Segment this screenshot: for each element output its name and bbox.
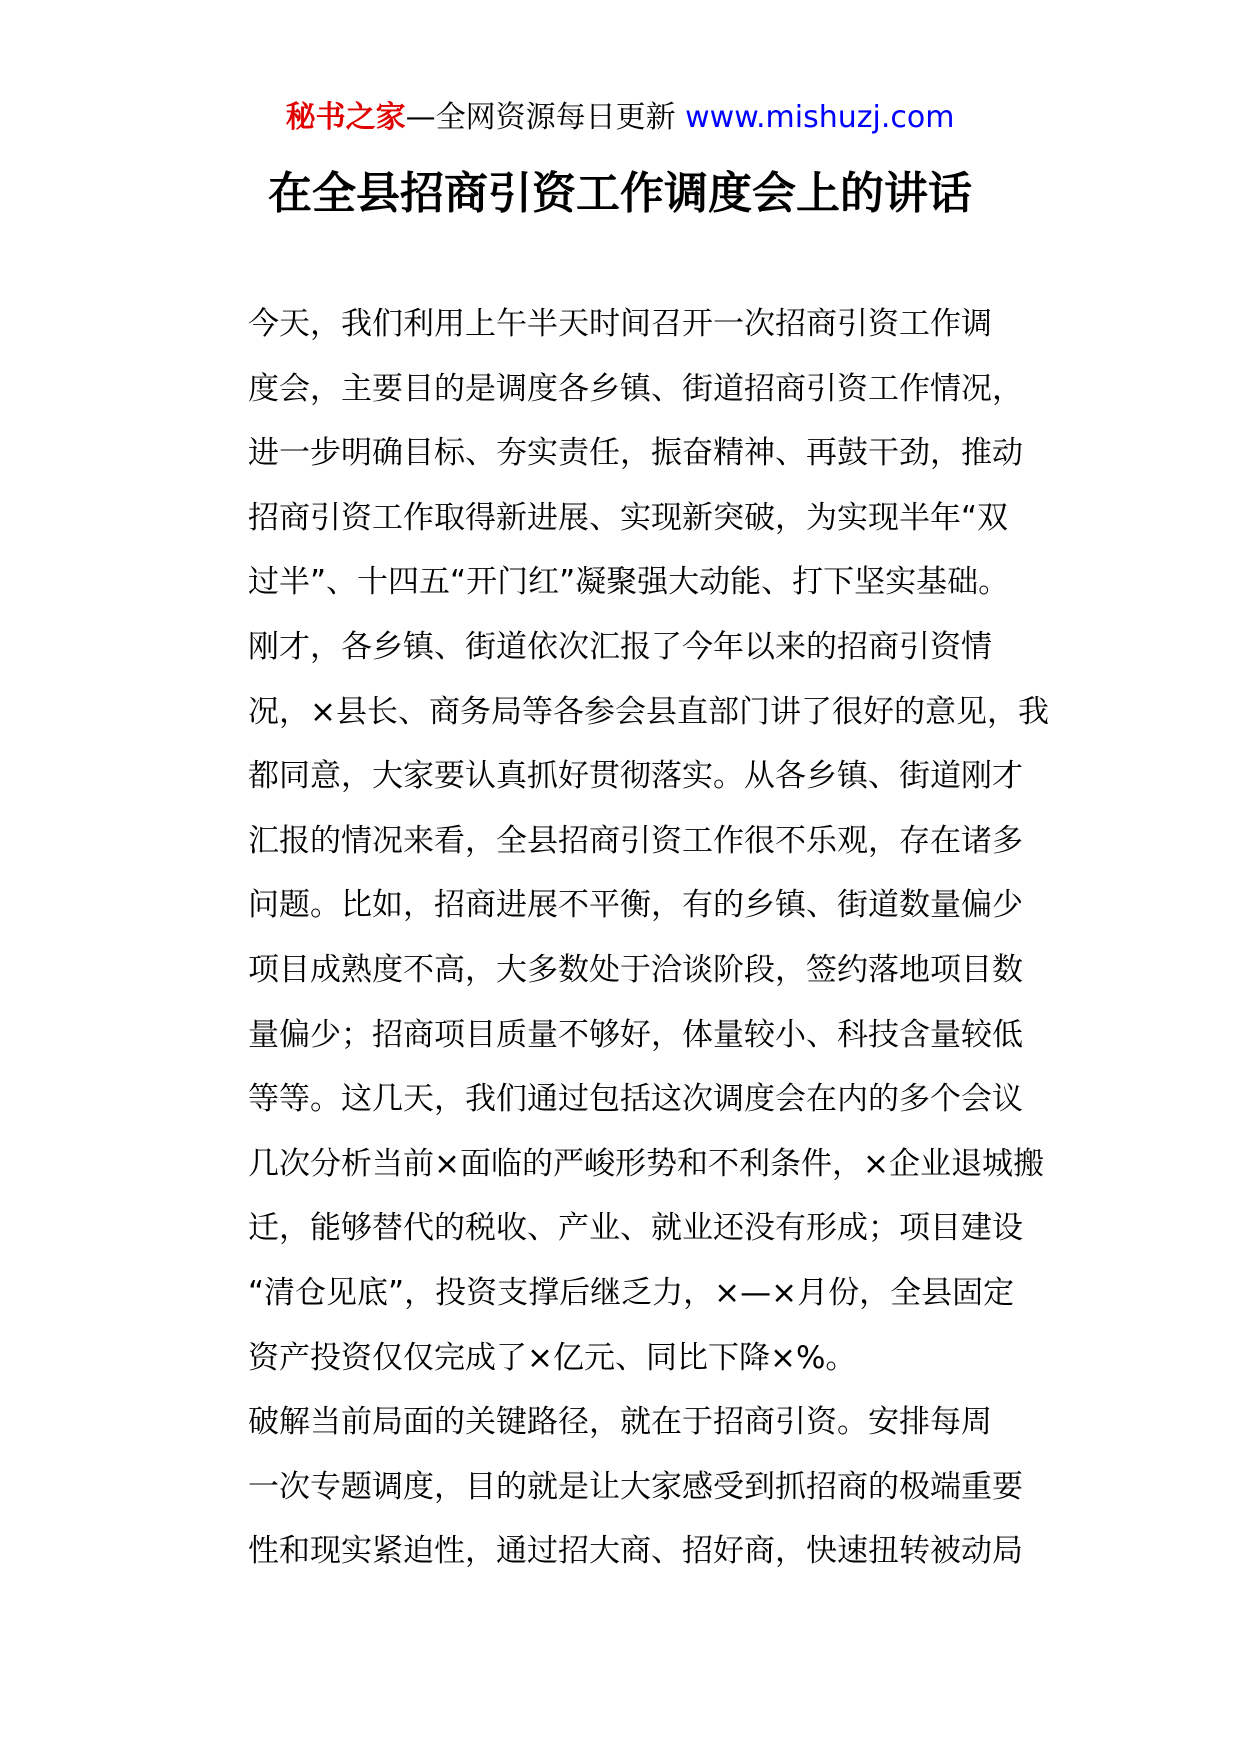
- paragraph-3: [186, 1390, 1054, 1584]
- paragraph-line: 过半”、十四五“开门红”凝聚强大动能、打下坚实基础。: [248, 564, 1010, 601]
- header-tagline: —全网资源每日更新: [405, 100, 676, 135]
- paragraph-line: 问题。比如，招商进展不平衡，有的乡镇、街道数量偏少: [248, 887, 1023, 924]
- paragraph-line: 破解当前局面的关键路径，就在于招商引资。安排每周: [248, 1404, 992, 1441]
- paragraph-line: “清仓见底”，投资支撑后继乏力，×—×月份，全县固定: [248, 1274, 1015, 1311]
- paragraph-line: 迁，能够替代的税收、产业、就业还没有形成；项目建设: [248, 1210, 1023, 1247]
- paragraph-line: 都同意，大家要认真抓好贯彻落实。从各乡镇、街道刚才: [248, 758, 1023, 795]
- paragraph-line: 招商引资工作取得新进展、实现新突破，为实现半年“双: [248, 499, 1009, 536]
- paragraph-line: 刚才，各乡镇、街道依次汇报了今年以来的招商引资情: [248, 628, 992, 665]
- header-url[interactable]: www.mishuzj.com: [685, 100, 955, 135]
- paragraph-line: 性和现实紧迫性，通过招大商、招好商，快速扭转被动局: [248, 1533, 1023, 1570]
- paragraph-line: 况，×县长、商务局等各参会县直部门讲了很好的意见，我: [248, 693, 1049, 730]
- paragraph-line: 一次专题调度，目的就是让大家感受到抓招商的极端重要: [248, 1468, 1023, 1505]
- paragraph-line: 进一步明确目标、夯实责任，振奋精神、再鼓干劲，推动: [248, 435, 1023, 472]
- paragraph-line: 今天，我们利用上午半天时间召开一次招商引资工作调: [248, 306, 992, 342]
- paragraph-1: [186, 292, 1054, 615]
- paragraph-line: 资产投资仅仅完成了×亿元、同比下降×%。: [248, 1339, 857, 1376]
- document-body: [186, 292, 1054, 1584]
- paragraph-line: 度会，主要目的是调度各乡镇、街道招商引资工作情况，: [248, 370, 1023, 407]
- paragraph-line: 项目成熟度不高，大多数处于洽谈阶段，签约落地项目数: [248, 951, 1023, 988]
- paragraph-line: 汇报的情况来看，全县招商引资工作很不乐观，存在诸多: [248, 822, 1023, 859]
- paragraph-line: 等等。这几天，我们通过包括这次调度会在内的多个会议: [248, 1081, 1023, 1118]
- paragraph-2: [186, 615, 1054, 1390]
- document-header: [0, 98, 1240, 138]
- paragraph-line: 量偏少；招商项目质量不够好，体量较小、科技含量较低: [248, 1016, 1023, 1053]
- header-brand: 秘书之家: [285, 100, 406, 135]
- document-title: 在全县招商引资工作调度会上的讲话: [268, 168, 972, 219]
- paragraph-line: 几次分析当前×面临的严峻形势和不利条件，×企业退城搬: [248, 1145, 1044, 1182]
